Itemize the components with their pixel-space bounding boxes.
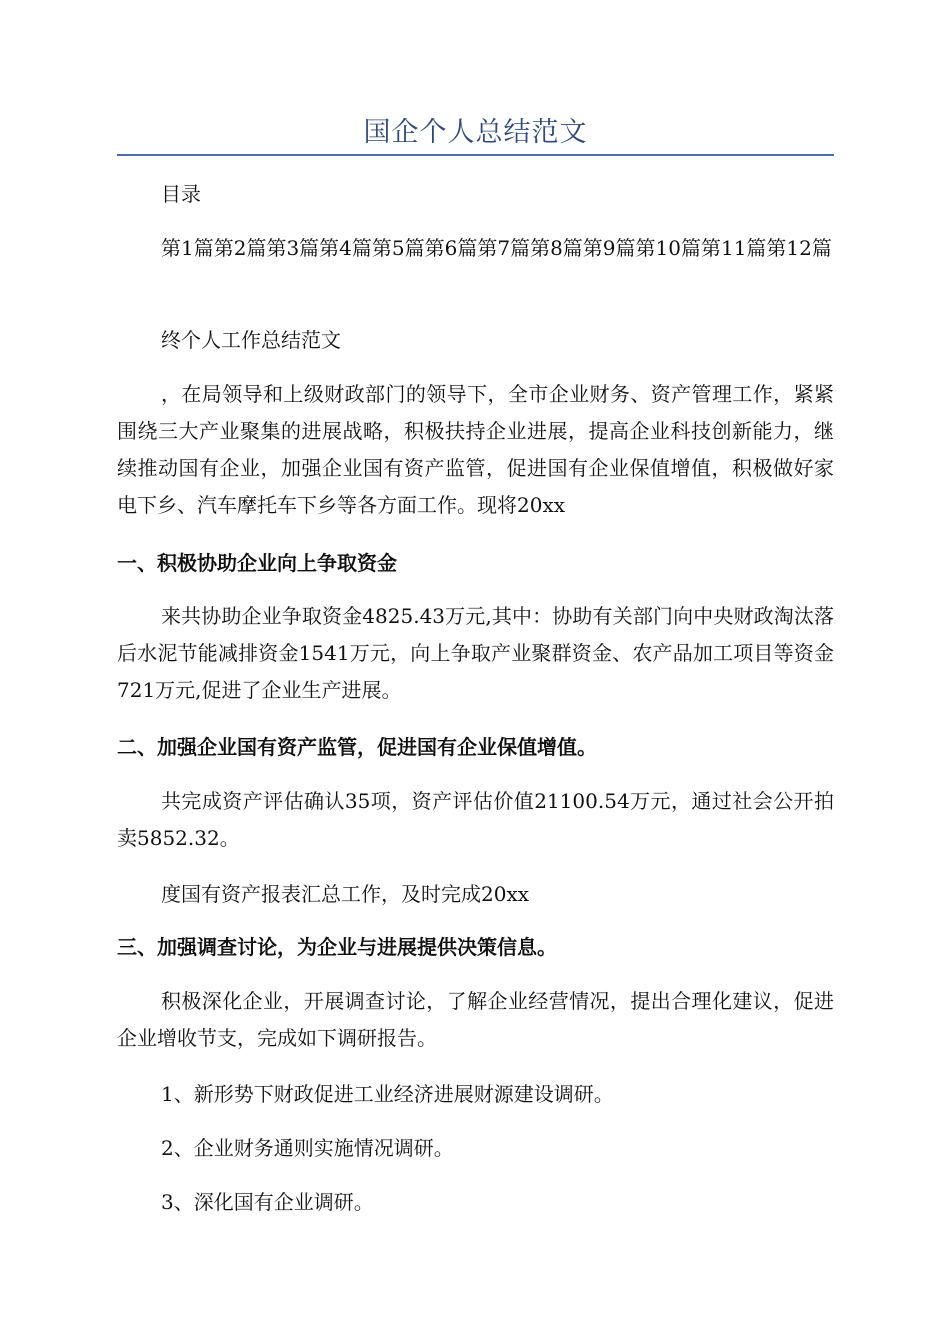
list-item: 1、新形势下财政促进工业经济进展财源建设调研。 <box>161 1082 614 1106</box>
section2-heading: 二、加强企业国有资产监管，促进国有企业保值增值。 <box>117 735 597 759</box>
section3-body: 积极深化企业，开展调查讨论，了解企业经营情况，提出合理化建议，促进企业增收节支，完成如下调研报告。 <box>117 989 834 1050</box>
title-underline <box>117 154 834 156</box>
list-item: 3、深化国有企业调研。 <box>161 1190 374 1214</box>
document-title: 国企个人总结范文 <box>363 117 588 148</box>
section2-body1: 共完成资产评估确认35项，资产评估价值21100.54万元，通过社会公开拍卖5852.32。 <box>117 789 834 850</box>
section1-body: 来共协助企业争取资金4825.43万元,其中：协助有关部门向中央财政淘汰落后水泥节能减排资金1541万元，向上争取产业聚群资金、农产品加工项目等资金721万元,促进了企业生产进展。 <box>117 604 834 702</box>
intro-paragraph: ，在局领导和上级财政部门的领导下，全市企业财务、资产管理工作，紧紧围绕三大产业聚集的进展战略，积极扶持企业进展，提高企业科技创新能力，继续推动国有企业，加强企业国有资产监管，促进国有企业保值增值，积极做好家电下乡、汽车摩托车下乡等各方面工作。现将20xx <box>117 382 834 517</box>
subtitle: 终个人工作总结范文 <box>161 328 341 352</box>
list-item: 2、企业财务通则实施情况调研。 <box>161 1136 454 1160</box>
section3-heading: 三、加强调查讨论，为企业与进展提供决策信息。 <box>117 935 557 959</box>
section1-heading: 一、积极协助企业向上争取资金 <box>117 551 397 575</box>
section2-body2: 度国有资产报表汇总工作，及时完成20xx <box>161 882 530 906</box>
toc-label: 目录 <box>161 182 201 206</box>
toc-items: 第1篇第2篇第3篇第4篇第5篇第6篇第7篇第8篇第9篇第10篇第11篇第12篇 <box>161 236 832 260</box>
